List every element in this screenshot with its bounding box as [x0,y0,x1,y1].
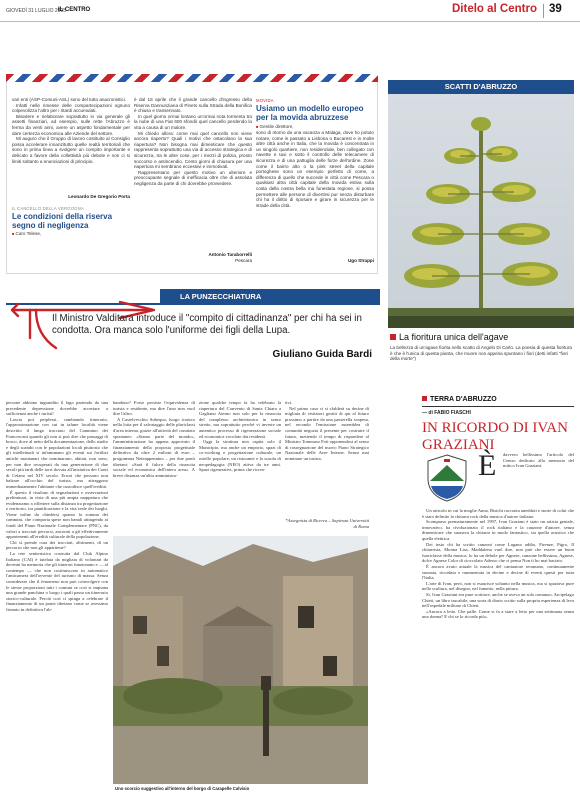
punzecchiatura-author: Giuliano Guida Bardi [272,349,372,360]
section-title: Ditelo al Centro [452,3,537,15]
terra-body: Un articolo in cui la moglie Anna, Bisichi racconta aneddoti e storie di colui che è stato definito la chitarra rock della musica d'autore italiana. Scomparso prematuramente nel 1997, Ivan Graziani è stato un artista geniale, innovativo, ha rivoluzionato il rock italiano e la canzone d'autore, senza dimenticare che suonava la chitarra in modo fantastico, sia quella acustica che quella elettrica. Dei testo chi ha scritto canzoni come Lugano addio, Firenze, Pigro, Il chitarrista, Monna Lisa, Maddalena vuol dire, non può che essere un buon fuoriclasse della musica, lo ha un debole per Agnese, canzone bellissima, Agnese, dolce Agnese Color di cioccolato Adesso che ci pensa Non ti ho mai baciato. È ancora avuto attuale la musica del cantautore teramano, continuamente suonata, ricordata e rammentata in decine e decine di eventi questi per tutta l'Italia. L'arte di Ivan, però, non si esaurisce soltanto nella musica, ma si spaziava pure nella scultura, nel disegno, nel fumetto, nella pittura. Sì, Ivan Graziani era pure scrittore, anche se aveva un solo romanzo, Arcipelago Chieti, un libro tascabile, una sorta di diario scritto sulla propria esperienza di leva nell'ospedale militare di Chieti. «Ancora a letto. Che palle. Come si fa a stare a letto per una settimana senza una donna? E chi se lo ricorda più». [422,508,574,620]
terra-section-title: TERRA D'ABRUZZO [422,396,497,403]
regional-emblem-icon [422,453,472,503]
terra-byline: — di FABIO FIASCHI [422,410,471,416]
letter-3-headline: Usiamo un modello europeo per la movida abruzzese [256,104,364,122]
scatti-title: SCATTI D'ABRUZZO [388,80,574,94]
article-col-3: zione qualche tempo fa ha celebrato la riapertura del Convento di Santa Chiara a Gagliano Aterno non solo per la rinascita del complesso architettonico in senso stretto, ma soprattutto perché vi investe un autentico processo di rigenerazione sociale ed economica vocolato dai residenti. Oggi la struttura non ospita solo il Municipio, ma anche un emporio, spazi di co-working e progettazione culturale, un ostello popolare, un ristorante e la scuola di neopedagogia (NEO) attiva da tre anni. Spazi rigenerativi, prima che ricrea- [199,400,281,473]
letter-3-body: sono di ritorno da una vacanza a Malaga, dove ho potuto notare, come in passato a Lisbona o Bucarest e in molte altre città anche in Italia, che la movida è concentrata in un singolo quartiere, non residenziale, ben collegato con navette e taxi e sotto il controllo delle telecamere di sicurezza e di una pattuglia delle forze dell'ordine. Zone come il bairro alto o la pink street della capitale portoghese sono un esempio perfetto di come, a differenza di quello che succede in città come Pescara o qualsiasi altra città capitale della movida estiva sulla costa della nostra bella ma funestata regione, si possa permettere alle persone di divertirsi pur senza disturbare chi ha il diritto di riposare e girare in sicurezza per le strade della città. [256,130,374,208]
article-col-2: bandono? Forse persiste l'equivalenza di turista e residente, ma dire l'uno non vuol dire l'altro. A Castelvecchio Subequo, luogo iconico nella lotta per il salvataggio delle pluriclassi d'area interna, grazie all'attività del comitato spontaneo «Siamo parte del mondo», l'amministrazione ha appena approvato il finanziamento della proposta progettuale definitiva da oltre 2 milioni di euro – programma Neteappennino – per due ponti tibetani: «Sarà il fulcro della rinascita sociale ed economica dell'intera area». A breve distanza un'altra amministra- [113,400,195,478]
article-col-1: persone abbiano ingrandito il lago partendo da una precedente depressione dovrebbe accertare a sufficienza anche i turisti! Lascia poi perplessi, cambiando itinerario, l'approssimazione con cui in talune località viene descritto il lungo tracciato del Cammino dei Francescani quando gli non si può dire che passaggi di bosco, dove al netto della documentazione, dello studio e degli scambi con le popolazioni locali piuttosto che gli intellettuali si infiammano gli eventi sui fortilizi antichi montanari che nominarono, abitati, non sono, per non dire recuperati da una generazione di due secoli più tardi delle torri dovuta all'iniziativa dei Conti di Celano nel XIV secolo. Errori che possono non balzare all'occhio del turista, ma attraggono immediatamente l'abitante che custodisce quell'eredità. È questo il risultato di segnalazioni e osservazioni preliminari, in vista di una più ampia mappatura che evidenziamo a riflettere sulla distanza tra progettazione e territorio, tra pianificazione e la vita reale dei luoghi. Viene infine da chiedersi quanto la somma dei cammini, che comporta spese non banali attingendo ai fondi del Piano Nazionale Complementare (PNC), da valori a tracciati percorsi, ancorati a gli effettivamente appartenenti all'eredità culturale della popolazione. Chi si prende cura dei tracciati, altrimenti, di un percorso che non gli appartiene? La rete sentieristica costruita dal Club Alpino Italiano (CAI) è tutelata da migliaia di volontari da decenni ha memoria che gli itinerari funzionano e — al contempo — che non costituiscono in automatico l'anticamera dell'avvento del turismo di massa. Senza considerare che il fenomeno non può coinvolgere con le stesse proporzioni tutti i comuni se così si impiana una grande panchina o luogo i quali passa un itinerario storico-culturale. Perciò così ci spinga a celebrare il finanziamento di un ponte tibetano come se avessimo firmato in definitiva l'ab- [6,400,108,612]
letter-3-salutation: ■ Gentile direttore, [256,124,294,129]
terra-dropcap: È [478,449,497,482]
borgo-photo [113,536,368,784]
punzecchiatura-text: Il Ministro Valditara introduce il "compito di cittadinanza" per chi ha sei in condotta. Ora manca solo l'uniforme dei figli della Lupa. [52,313,362,336]
page-header [0,0,580,22]
letter-1-signature: Leonardo De Gregorio Porta [68,194,130,199]
issue-date: GIOVEDÌ 31 LUGLIO 2025 [6,8,67,14]
terra-intro: davvero bellissimo l'articolo del Centro dedicato alla memoria del mitico Ivan Graziani. [503,452,574,469]
letter-2-kicker: IL CANCELLO DELLA VERGOGNA [12,206,84,211]
newspaper-name: IL CENTRO [58,7,91,13]
terra-rule [422,406,574,407]
letter-1-body: vari enti (ASP-Comuni-ASL) sono del tutto anacronistici. Infatti nelle rimesse delle compartecipazioni ognuno colpevolizza l'altro per i ritardi accumulati. Bisedere e rielaborare soprattutto in via generale gli assetti finanziari, ad esempio, sulle rette l'Abruzzo è ferma da venti anni, avere un aspetto fondamentale per dare certezza economica alle Aziende del settore. Mi auguro che il Gruppo di lavoro costituito al Consiglio possa accelerare innanzitutto quelle realtà territoriali che sono in prima linea a svolgere un compito importante e delicato a favore della collettività più debole e non ci si limiti soltanto a enunciazioni di principio. [12,97,130,164]
letter-3-kicker: MOVIDA [256,98,274,103]
agave-photo [388,94,574,328]
terra-headline: IN RICORDO DI IVAN GRAZIANI [422,420,568,453]
letter-2-body: è dal 18 aprile che il grande cancello d'ingresso della Riserva Dannunziana di Pineto sulla Strada della Bonifica è chiuso e transennato. In quel giorno ormai lontano un'ormai nota tormenta tra la nube di una Fiat 600 sfondò quel cancello perdendo la vita a causa di un malore. Mi chiedo allora: come mai quel cancello non viene ancora riaperto? Quali i motivi che ostacolano la sua riapertura? Non bisogna mai dimenticare che questo rappresenta soprattutto una via di accesso strategica e di sicurezza, tra le altre cose, per i mezzi di polizia, pronto soccorso e antincendio. Cento giorni di chiusura per una riapertura mi sembrano eccessivi e immotivati. Rappresentano per questo motivo un ulteriore e preoccupante segnale di inefficacia oltre che di assoluta negligenza da parte di chi dovrebbe provvedere. [134,97,252,186]
letter-2-city: Pescara [235,258,252,263]
agave-caption-text: La bellezza di un'agave fiorita nello scatto di Angelo Di Carlo. La poesia di questa fioritura è che è l'unica di questa pianta, che muore non appena spuntano i fiori (detti infatti "fiori della morte") [390,345,572,362]
agave-caption-title: La fioritura unica dell'agave [390,332,508,342]
article-signature: *Assegnista di Ricerca – Sapienza Università di Roma [285,518,369,529]
article-col-4: tivi. Nel primo caso ci si sfalderà su decine di migliaia di visitatori gestiti di qui al futuro prossimo a partire da una passerella sospesa, nel secondo l'emissione assemblea di comunità negozia il presente per costruire il futuro, mettendo il tempo di rispondere al Ministro Tommaso Foti opponendosi al senso di rassegnazione del nuovo Piano Strategico Nazionale delle Aree Interne. Senza mai nominare un turista. [285,400,369,461]
borgo-photo-caption: Uno scorcio suggestivo all'interno del borgo di Carapelle Calvisio [115,786,250,791]
letter-2-headline: Le condizioni della riserva segno di negligenza [12,212,113,230]
airmail-strip [6,74,378,82]
letter-2-signature: Antonio Taraborrelli [208,252,252,257]
page-number: 39 [549,3,562,15]
punzecchiatura-title: LA PUNZECCHIATURA [160,289,380,304]
letter-3-signature: Ugo Strappi [347,258,374,263]
letter-2-salutation: ■ Caro Telese, [12,231,41,236]
header-divider [543,4,544,18]
